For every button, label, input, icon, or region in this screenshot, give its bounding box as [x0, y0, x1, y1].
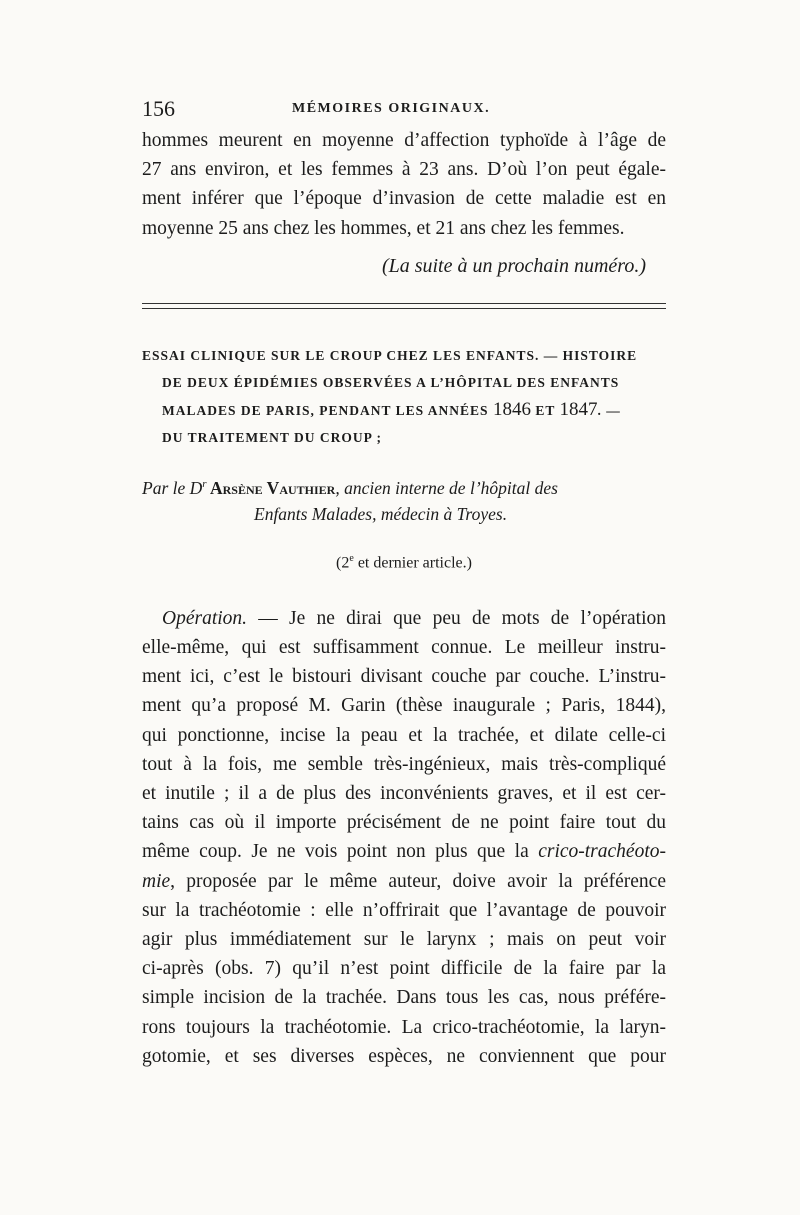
italic-term: crico-trachéoto-: [538, 841, 666, 863]
text-line: sur la trachéotomie : elle n’offrirait que l’avantage de pouvoir: [142, 899, 666, 921]
author-block: [142, 471, 666, 527]
text-line: 27 ans environ, et les femmes à 23 ans. D’où l’on peut égale-: [142, 159, 666, 181]
title-line: DU TRAITEMENT DU CROUP ;: [162, 429, 383, 445]
page-number: 156: [142, 96, 175, 121]
author-role: , ancien interne de l’hôpital des: [335, 477, 558, 498]
title-text: ET: [530, 402, 560, 418]
text-line: elle-même, qui est suffisamment connue. Le meilleur instru-: [142, 637, 666, 659]
text-line: ment ici, c’est le bistouri divisant couche par couche. L’instru-: [142, 666, 666, 688]
article-title: [142, 342, 666, 451]
text-line: [142, 867, 666, 896]
text-line: ment qu’a proposé M. Garin (thèse inaugurale ; Paris, 1844),: [142, 695, 666, 717]
text-line: agir plus immédiatement sur le larynx ; mais on peut voir: [142, 928, 666, 950]
body-paragraph: [142, 604, 666, 1071]
book-page: [142, 96, 666, 1071]
text-line: tains cas où il importe précisément de ne point faire tout du: [142, 812, 666, 834]
divider-rule-bottom: [142, 308, 666, 309]
text-line: [142, 604, 666, 633]
section-heading: Opération.: [162, 607, 248, 629]
divider-rule-top: [142, 303, 666, 304]
text-line: rons toujours la trachéotomie. La crico-trachéotomie, la laryn-: [142, 1016, 666, 1038]
title-year: 1847: [559, 398, 598, 420]
title-text: . —: [597, 402, 621, 418]
text-line: [142, 837, 666, 866]
author-sup: r: [202, 477, 207, 490]
section-divider: [142, 300, 666, 314]
text-span: — Je ne dirai que peu de mots de l’opération: [247, 607, 666, 629]
text-line: gotomie, et ses diverses espèces, ne conviennent que pour: [142, 1045, 666, 1067]
title-year: 1846: [492, 398, 531, 420]
title-text: MALADES DE PARIS, PENDANT LES ANNÉES: [162, 402, 493, 418]
author-name: Arsène Vauthier: [206, 477, 336, 498]
text-line: tout à la fois, me semble très-ingénieux, mais très-compliqué: [142, 753, 666, 775]
text-line: ment inférer que l’époque d’invasion de cette maladie est en: [142, 188, 666, 210]
continued-note: (La suite à un prochain numéro.): [381, 254, 646, 277]
title-line: ESSAI CLINIQUE SUR LE CROUP CHEZ LES ENFANTS. — HISTOIRE: [142, 347, 638, 363]
article-part: [142, 553, 666, 572]
intro-paragraph: [142, 126, 666, 243]
article-part-text: (2: [336, 553, 350, 571]
text-line: hommes meurent en moyenne d’affection typhoïde à l’âge de: [142, 130, 666, 151]
text-line: et inutile ; il a de plus des inconvénients graves, et il est cer-: [142, 783, 666, 805]
text-line: ci-après (obs. 7) qu’il n’est point difficile de la faire par la: [142, 958, 666, 980]
title-line: DE DEUX ÉPIDÉMIES OBSERVÉES A L’HÔPITAL DES ENFANTS: [162, 374, 620, 390]
author-by: Par le D: [142, 477, 203, 498]
title-line: [142, 396, 666, 424]
author-role-line: Enfants Malades, médecin à Troyes.: [254, 503, 508, 524]
text-line: qui ponctionne, incise la peau et la trachée, et dilate celle-ci: [142, 724, 666, 746]
text-span: même coup. Je ne vois point non plus que la: [142, 841, 539, 863]
text-line: moyenne 25 ans chez les hommes, et 21 ans chez les femmes.: [142, 217, 625, 239]
author-line: [142, 471, 666, 501]
page-header: [142, 96, 666, 126]
text-line: simple incision de la trachée. Dans tous les cas, nous préfére-: [142, 987, 666, 1009]
article-part-sup: e: [349, 552, 354, 564]
running-head: MÉMOIRES ORIGINAUX.: [292, 101, 491, 116]
italic-term: mie: [142, 870, 171, 892]
text-span: , proposée par le même auteur, doive avoir la préférence: [170, 870, 666, 892]
article-part-text: et dernier article.): [353, 553, 472, 571]
